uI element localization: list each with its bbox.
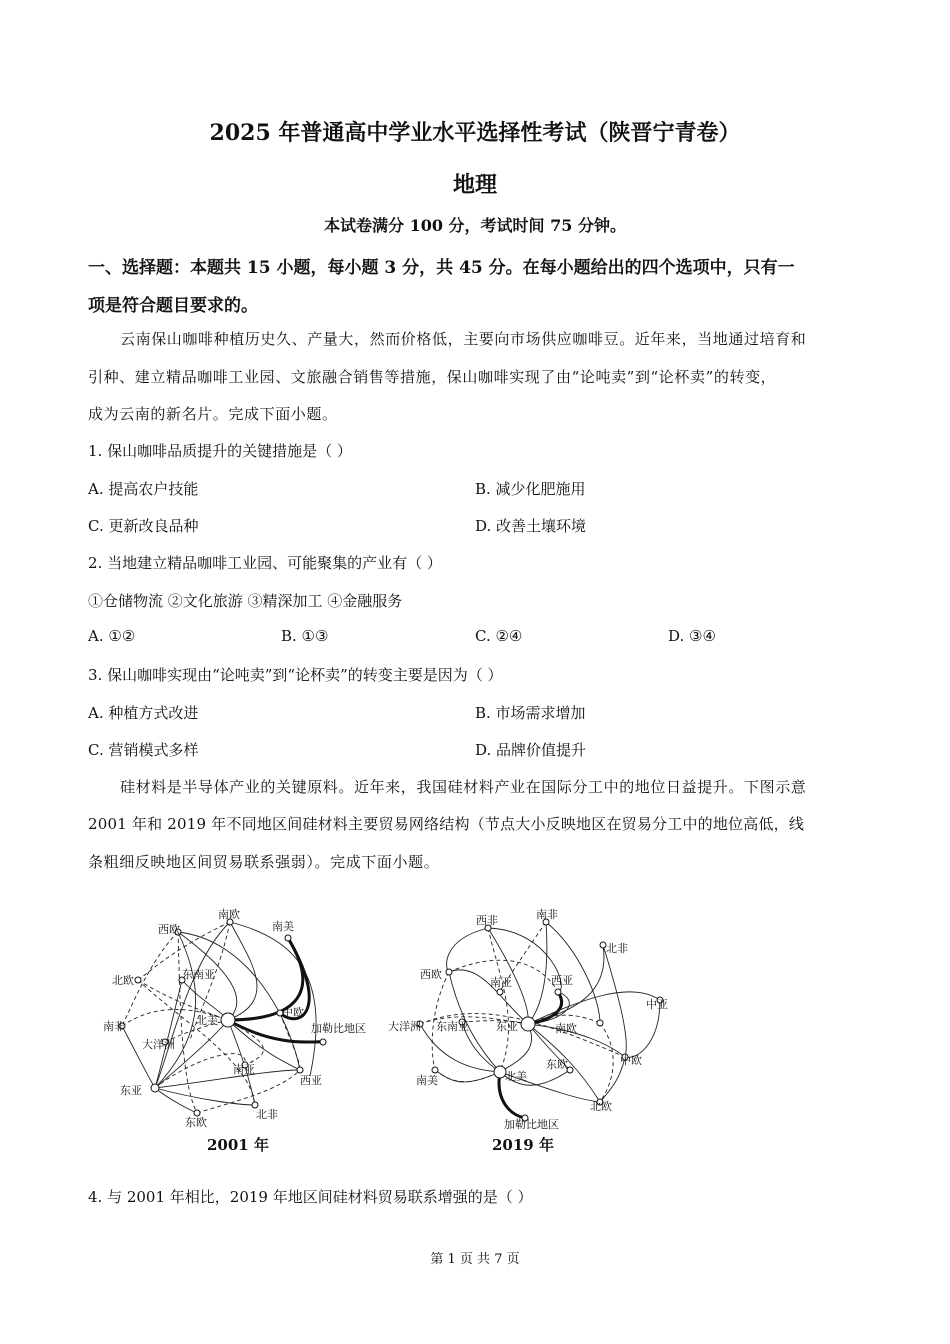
label-2001-caribbean: 加勒比地区 [311,1022,366,1035]
q1-stem: 1. 保山咖啡品质提升的关键措施是（ ） [88,442,352,460]
exam-info: 本试卷满分 100 分，考试时间 75 分钟。 [324,216,626,235]
label-2019-west-europe: 西欧 [420,968,442,981]
section-heading-line2: 项是符合题目要求的。 [88,296,258,316]
q3-option-d: D. 品牌价值提升 [475,741,587,759]
label-2001-south-europe: 南欧 [218,908,240,921]
trade-network-diagram [100,900,668,1160]
label-2019-west-asia: 西亚 [551,974,573,987]
label-2001-south-america: 南美 [272,920,294,933]
label-2019-south-africa: 南非 [536,908,558,921]
passage1-line1: 云南保山咖啡种植历史久、产量大，然而价格低，主要向市场供应咖啡豆。近年来，当地通过培育和 [120,330,807,348]
network-2019 [388,907,668,1154]
q1-option-c: C. 更新改良品种 [88,517,199,535]
label-2019-central-europe: 中欧 [620,1054,642,1067]
label-2019-south-europe: 南欧 [555,1022,577,1035]
caption-2019: 2019 年 [492,1136,554,1154]
label-2019-north-europe: 北欧 [590,1100,612,1113]
passage2-line2: 2001 年和 2019 年不同地区间硅材料主要贸易网络结构（节点大小反映地区在贸易分工中的地位高低，线 [88,815,805,833]
caption-2001: 2001 年 [207,1136,269,1154]
label-2001-east-asia: 东亚 [120,1084,142,1097]
q2-option-a: A. ①② [88,627,136,645]
label-2019-oceania: 大洋洲 [388,1020,421,1033]
network-2001 [103,907,366,1154]
q3-stem: 3. 保山咖啡实现由“论吨卖”到“论杯卖”的转变主要是因为（ ） [88,666,503,684]
label-2001-east-europe: 东欧 [185,1116,207,1129]
label-2019-south-asia: 南亚 [490,976,512,989]
label-2019-east-europe: 东欧 [546,1058,568,1071]
label-2019-south-america: 南美 [416,1074,438,1087]
label-2019-north-africa: 北非 [606,942,628,955]
q3-option-b: B. 市场需求增加 [475,704,586,722]
q3-option-a: A. 种植方式改进 [88,704,199,722]
label-2001-north-america: 北美 [196,1014,218,1027]
label-2019-central-asia: 中亚 [646,998,668,1011]
q2-items: ①仓储物流 ②文化旅游 ③精深加工 ④金融服务 [88,592,403,610]
section-heading-line1: 一、选择题：本题共 15 小题，每小题 3 分，共 45 分。在每小题给出的四个选项中，只有一 [88,258,795,278]
label-2001-north-africa: 北非 [256,1108,278,1121]
passage1-line3: 成为云南的新名片。完成下面小题。 [88,405,338,423]
subject-title: 地理 [452,172,497,198]
q2-option-c: C. ②④ [475,627,523,645]
label-2019-east-asia: 东亚 [496,1020,518,1033]
passage2-line3: 条粗细反映地区间贸易联系强弱）。完成下面小题。 [88,853,440,871]
label-2001-west-europe: 西欧 [158,923,180,936]
passage2-line1: 硅材料是半导体产业的关键原料。近年来，我国硅材料产业在国际分工中的地位日益提升。下图示意 [120,778,807,796]
q1-option-a: A. 提高农户技能 [88,480,199,498]
label-2001-south-africa: 南非 [103,1020,125,1033]
q2-stem: 2. 当地建立精品咖啡工业园、可能聚集的产业有（ ） [88,554,442,572]
q2-option-d: D. ③④ [668,627,716,645]
label-2019-southeast-asia: 东南亚 [436,1020,469,1033]
q1-option-d: D. 改善土壤环境 [475,517,587,535]
label-2001-west-asia: 西亚 [300,1074,322,1087]
label-2019-west-africa: 西非 [476,914,498,927]
label-2001-south-asia: 南亚 [233,1063,255,1076]
q1-option-b: B. 减少化肥施用 [475,480,586,498]
page-footer: 第 1 页 共 7 页 [430,1252,520,1267]
label-2019-north-america: 北美 [505,1070,527,1083]
q2-option-b: B. ①③ [281,627,329,645]
label-2019-caribbean: 加勒比地区 [504,1118,559,1131]
label-2001-north-europe: 北欧 [112,974,134,987]
label-2001-central-europe: 中欧 [282,1006,304,1019]
exam-title: 2025 年普通高中学业水平选择性考试（陕晋宁青卷） [209,120,741,146]
label-2001-oceania: 大洋洲 [142,1038,175,1051]
q4-stem: 4. 与 2001 年相比，2019 年地区间硅材料贸易联系增强的是（ ） [88,1188,533,1206]
passage1-line2: 引种、建立精品咖啡工业园、文旅融合销售等措施，保山咖啡实现了由“论吨卖”到“论杯卖”的转变， [88,368,777,386]
label-2001-southeast-asia: 东南亚 [182,968,215,981]
q3-option-c: C. 营销模式多样 [88,741,199,759]
